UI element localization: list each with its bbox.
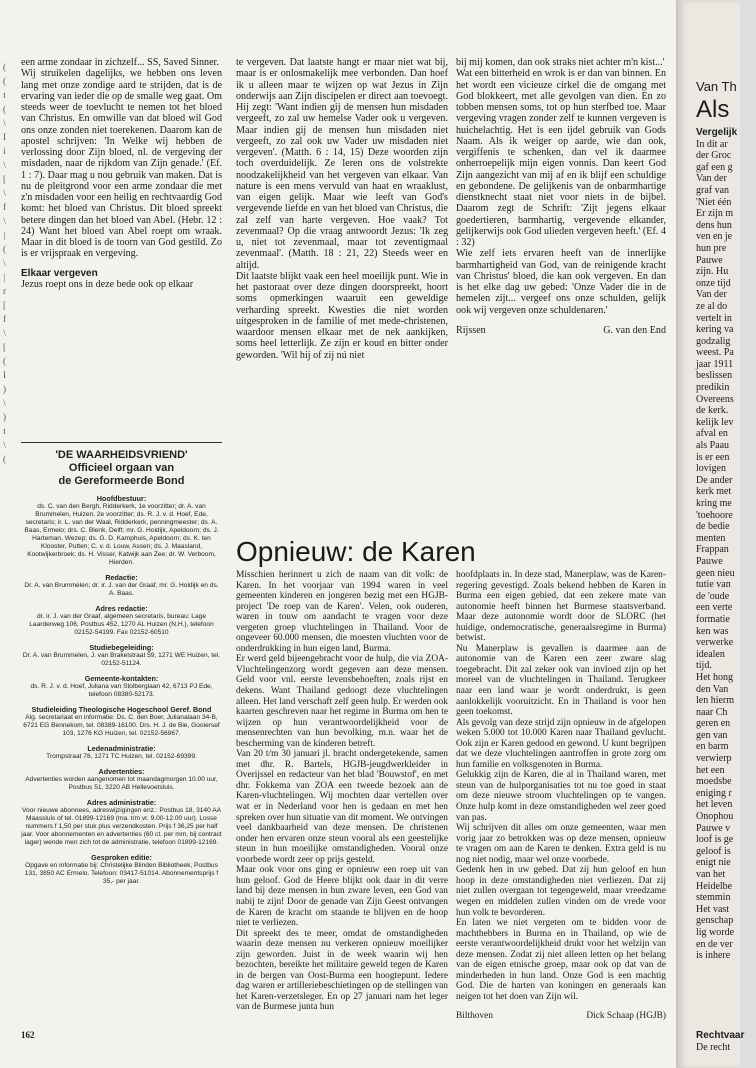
paragraph: Er werd geld bijeengebracht voor de hulp, die via ZOA-Vluchtelingenzorg wordt gegeven aan deze mensen. Geld voor vnl. eerste levensbehoeften, zoals rijst en dekens. Want Thailand gedoogt deze vluchtelingen alleen. Het land verschaft zelf geen hulp. Er werden ook kaarten geschreven naar het regime in Burma om hen te wijzen op hun verantwoordelijkheid voor de mensenrechten van hun bevolking, m.n. waar het de bescherming van de kinderen betreft. — [236, 654, 448, 749]
colophon-section — [21, 798, 222, 847]
facing-page-line: Het hong — [696, 671, 733, 683]
margin-marks: ( ( t ( \ I i \ [ \ f \ | ( \ | r [ f \ [ ( I ) \ ) t \ ( — [3, 62, 6, 464]
facing-page-line: Van der — [696, 173, 727, 185]
subhead-paragraph: Jezus roept ons in deze bede ook op elkaar — [21, 278, 194, 290]
paragraph: Gelukkig zijn de Karen, die al in Thailand waren, met steun van de hulporganisaties tot nu toe goed in staat om deze nieuwe stroom vluchtelingen op te vangen. Onze hulp komt in deze omstandigheden wel zeer goed van pas. — [456, 770, 666, 823]
facing-page-line: gen van — [696, 729, 728, 741]
colophon-heading: Studieleiding Theologische Hogeschool Geref. Bond — [31, 705, 212, 714]
paragraph: Als gevolg van deze strijd zijn opnieuw in de afgelopen weken 5.000 tot 10.000 Karen naar Thailand gevlucht. Ook zijn er Karen gedood en gewond. U kunt begrijpen dat we deze vluchtelingen aantroffen in grote zorg om hun familie en volksgenoten in Burma. — [456, 717, 666, 770]
facing-page-line: verwierp — [696, 753, 732, 765]
facing-page-line: loof is ge — [696, 834, 734, 846]
facing-page-line: predikin — [696, 382, 730, 394]
facing-page-line: is er een — [696, 451, 730, 463]
facing-page-line: kering va — [696, 324, 734, 336]
subhead-elkaar-vergeven: Elkaar vergeven — [21, 267, 98, 279]
facing-page-line: kring me — [696, 498, 732, 509]
facing-page — [676, 0, 745, 1068]
colophon-section — [21, 674, 222, 699]
facing-page-line: De ander — [696, 474, 733, 486]
paragraph: een arme zondaar in zichzelf... SS, Saved Sinner. — [21, 57, 219, 68]
article2-col2-text — [456, 570, 666, 1002]
facing-page-line: tutie van — [696, 579, 731, 591]
paragraph: bij mij komen, dan ook straks niet achter m'n kist...' — [456, 57, 665, 68]
article2-column-1 — [236, 570, 448, 1013]
article1-column-1 — [21, 57, 222, 290]
colophon-heading: Redactie: — [105, 573, 138, 582]
facing-page-line: genschap — [696, 915, 734, 927]
colophon-text: Alg. secretariaat en informatie: Ds. C. den Boer, Julianalaan 34-B, 6721 EG Bennekom, tel. 08389-16100. Drs. H. J. de Bie, Gooiersef 103, 1276 KG Huizen, tel. 02152-56967. — [23, 714, 220, 737]
facing-page-line: Vergelijk — [696, 127, 738, 138]
facing-page-line: Overeens — [696, 393, 734, 405]
colophon-section — [21, 494, 222, 567]
article1-col2-text — [236, 57, 448, 361]
facing-page-line: geen nieu — [696, 567, 735, 579]
colophon-title: 'DE WAARHEIDSVRIEND' Officieel orgaan van de Gereformeerde Bond — [55, 449, 188, 487]
colophon-rule — [21, 442, 222, 443]
facing-page-footer — [696, 1030, 744, 1054]
facing-page-line: tijd. — [696, 660, 712, 672]
paragraph: Van 20 t/m 30 januari jl. bracht ondergetekende, samen met dhr. R. Bartels, HGJB-jeugdwerkleider in Overijssel en redacteur van het blad 'Bouwstof', en met dhr. Fokkema van ZOA een tweede bezoek aan de Karen-vluchtelingen. Wij mochten daar vertellen over wat er in Nederland voor hen is gedaan en met hen spreken over hun situatie van dit moment. We ontvingen veel dankbaarheid van deze mensen. De christenen onder hen ervaren onze steun vooral als een geestelijke steun in hun moeilijke omstandigheden. Vooral onze voorbede wordt zeer op prijs gesteld. — [236, 749, 448, 865]
facing-page-line: hun pre — [696, 242, 727, 254]
facing-page-line: Onophou — [696, 811, 734, 823]
facing-page-line: graf van — [696, 184, 730, 196]
facing-page-line: de 'oude — [696, 590, 730, 602]
paragraph: Maar ook voor ons ging er opnieuw een roep uit van hun geloof. God de Heere blijkt ook daar in dit verre land bij deze mensen in hun zware leven, een God van nabij te zijn! Door de genade van Zijn Geest ontvangen de Karen de kracht om staande te blijven en de hoop niet te verliezen. — [236, 865, 448, 929]
facing-page-line: de kerk. — [696, 405, 729, 417]
colophon-heading: Ledenadministratie: — [87, 744, 156, 753]
article1-col1-text — [21, 57, 222, 260]
signature-author: G. van den End — [603, 324, 666, 336]
article1-col3-text — [456, 57, 666, 316]
facing-page-line: Frappan — [696, 544, 729, 556]
colophon-section — [21, 767, 222, 792]
facing-page-line: gaf een g — [696, 161, 733, 173]
facing-page-line: idealen — [696, 648, 725, 660]
paragraph: Gedenk hen in uw gebed. Dat zij hun geloof en hun hoop in deze omstandigheden niet verliezen. Dat zij niet zullen overgaan tot tegengeweld, maar vreedzame wegen en middelen zullen vinden om de vrede voor hun volk te bevorderen. — [456, 865, 666, 918]
paragraph: Wie zelf iets ervaren heeft van de innerlijke barmhartigheid van God, van de reinigende kracht van Christus' bloed, die kan ook vergeven. En dan is het elke dag uw gebed: 'Onze Vader die in de hemelen zijt... vergeef ons onze schulden, gelijk ook wij vergeven onze schuldenaren.' — [456, 248, 666, 316]
colophon-sections — [21, 494, 222, 886]
colophon-section — [21, 573, 222, 598]
facing-page-text — [696, 127, 756, 962]
facing-page-line: Pauwe — [696, 254, 723, 266]
facing-page-line: Van der — [696, 289, 727, 301]
colophon-text: Opgave en informatie bij: Christelijke Blinden Bibliotheek, Postbus 131, 3850 AC Ermelo. Telefoon: 03417-51014. Abonnementsprijs f 35,- per jaar. — [24, 862, 219, 885]
facing-page-line: dens hun — [696, 219, 732, 231]
facing-page-line: onze tijd — [696, 277, 731, 289]
paragraph: Nu Manerplaw is gevallen is daarmee aan de autonomie van de Karen een zeer zware slag toegebracht. Dit zal zeker ook van invloed zijn op het moreel van de vluchtelingen in Thailand. Terugkeer naar een land waar je wordt onderdrukt, is geen aanlokkelijk vooruitzicht. En in Thailand is voor hen geen toekomst. — [456, 643, 666, 718]
facing-page-line: verwerke — [696, 637, 734, 649]
facing-page-line: het leven — [696, 799, 733, 811]
facing-page-line: den Van — [696, 683, 729, 695]
facing-page-line: 'Niet één — [696, 196, 732, 208]
facing-page-line: geloof is — [696, 845, 731, 857]
signature-place: Bilthoven — [456, 1011, 493, 1022]
paragraph: Misschien herinnert u zich de naam van dit volk: de Karen. In het voorjaar van 1994 waren in veel gemeenten kinderen en jongeren bezig met een HGJB-project 'De roep van de Karen'. Velen, ook ouderen, waren in touw om aandacht te vragen voor deze vergeten groep vluchtelingen in Thailand. Voor de ongeveer 60.000 mensen, die moesten vluchten voor de onderdrukking in hun eigen land, Burma. — [236, 570, 448, 654]
colophon-text: ds. C. van den Bergh, Ridderkerk, 1e voorzitter; dr. A. van Brummelen, Huizen, 2e voorzitter; ds. R. J. v. d. Hoef, Ede, secretaris; ir. L. van der Waal, Ridderkerk, penningmeester; ds. A. Baas, Ermelo; drs. C. Blenk, Delft; mr. G. Holdijk, Apeldoorn; ds. J. Harteman, Wezep; ds. G. D. Kamphuis, Apeldoorn; ds. K. ten Klooster, Putten; C. v. d. Louw, Assen; ds. J. Maasland, Kootwijkerbroek; ds. H. Visser, Katwijk aan Zee; dr. W. Verboom, Hierden. — [24, 503, 219, 566]
facing-page-line: vertelt in — [696, 312, 732, 324]
colophon-text: Advertenties worden aangenomen tot maandagmorgen 10.00 uur, Postbus 51, 3220 AB Hellevoetsluis. — [25, 776, 218, 791]
facing-page-line: geren en — [696, 718, 731, 730]
colophon-text: Dr. A. van Brummelen, J. van Brakelstraat 59, 1271 WE Huizen, tel. 02152-51124. — [22, 652, 221, 667]
colophon-heading: Advertenties: — [98, 767, 145, 776]
facing-page-line: Er zijn m — [696, 208, 734, 220]
page-number: 162 — [21, 1030, 35, 1040]
facing-page-line: formatie — [696, 613, 730, 625]
paragraph: Dit laatste blijkt vaak een heel moeilijk punt. Wie in het pastoraat over deze dingen doorspreekt, hoort soms opmerkingen waaruit een geweldige verharding spreekt. Kwesties die niet worden uitgesproken in de familie of met mede-christenen, waardoor mensen elkaar met de nek aankijken, soms heel letterlijk. Ze zijn er koud en bitter onder geworden. 'Wil hij of zij nú niet — [236, 270, 448, 361]
facing-page-line: Pauwe v — [696, 822, 731, 834]
facing-page-line: len hierm — [696, 695, 735, 707]
facing-page-headline: Als — [696, 96, 730, 123]
colophon-section — [21, 643, 222, 668]
colophon-heading: Adres administratie: — [86, 798, 157, 807]
facing-page-line: stemmin — [696, 892, 731, 904]
colophon-section — [21, 744, 222, 761]
colophon-text: Voor nieuwe abonnees, adreswijzigingen enz.: Postbus 18, 3140 AA Maassluis of tel. 01899-12169 (ma. t/m vr. 9.00-12.00 uur). Losse nummers f 1,50 per stuk plus verzendkosten. Prijs f 36,25 per half jaar. Voor abonnementen en advertenties (60 ct. per mm, bij contract lager) wende men zich tot de administratie, telefoon 01899-12169. — [21, 807, 222, 846]
article2-signature — [456, 1011, 666, 1022]
facing-page-line: het een — [696, 764, 725, 776]
colophon-section — [21, 604, 222, 637]
colophon-heading: Hoofdbestuur: — [96, 494, 147, 503]
facing-page-line: en de ver — [696, 938, 733, 950]
facing-page-line: kelijk lev — [696, 416, 734, 428]
colophon-section — [21, 705, 222, 738]
facing-page-line: der Groc — [696, 150, 732, 162]
colophon-text: Trompstraat 78, 1271 TC Huizen, tel. 02152-69399. — [46, 753, 197, 760]
paragraph: Dit spreekt des te meer, omdat de omstandigheden waarin deze mensen nu verkeren opnieuw moeilijker zijn geworden. Juist in de week waarin wij hen bezochten, bereikte het militaire geweld tegen de Karen in de bergen van Oost-Burma een hoogtepunt. Iedere dag waren er artilleriebeschietingen op de stellingen van het Karen-verzetsleger. En op 27 januari nam het leger van de Burmese junta hun — [236, 928, 448, 1013]
facing-page-line: naar Ch — [696, 706, 728, 718]
paragraph: En laten we niet vergeten om te bidden voor de machthebbers in Burma en in Thailand, op wie de eerste verantwoordelijkheid drukt voor het welzijn van deze mensen. Zodat zij niet alleen letten op het belang van de eigen etnische groep, maar ook op dat van de minderheden in hun land. Onze God is een machtig God. Die de harten van koningen en generaals kan neigen tot het doen van Zijn wil. — [456, 918, 666, 1002]
facing-page-line: jaar 1911 — [696, 358, 734, 370]
colophon-text: ds. R. J. v. d. Hoef, Juliana van Stolberglaan 42, 6713 PJ Ede, telefoon 08380-52173. — [30, 683, 213, 698]
facing-page-line: ven en je — [696, 231, 733, 243]
facing-page-line: als Paau — [696, 440, 730, 452]
facing-page-line: kerk met — [696, 486, 732, 498]
paragraph: hoofdplaats in. In deze stad, Manerplaw, was de Karen-regering gevestigd. Zoals bekend hebben de Karen in Burma een eigen gebied, dat een zekere mate van autonomie heeft binnen het Burmese staatsverband. Maar deze autonomie wordt door de SLORC (het huidige, ondemocratische, generaalsregime in Burma) betwist. — [456, 570, 666, 644]
facing-page-line: een verte — [696, 602, 733, 614]
signature-place: Rijssen — [456, 324, 486, 336]
colophon-heading: Gemeente-kontakten: — [84, 674, 159, 683]
facing-page-line: is inhere — [696, 950, 731, 962]
facing-page-line: moedsbe — [696, 776, 732, 788]
paragraph: Wij struikelen dagelijks, we hebben ons leven lang met onze zondige aard te strijden, dat is de ervaring van ieder die op de smalle weg gaat. Om steeds weer de toevlucht te nemen tot het bloed van Christus. En omwille van dat bloed wil God ons onze zonden niet toerekenen. Daarom kan de apostel schrijven: 'In Welke wij hebben de verlossing door Zijn bloed, nl. de vergeving der misdaden, naar de rijkdom van Zijn genade.' (Ef. 1 : 7). Daar mag u nou gebruik van maken. Dat is nu de pleitgrond voor een arme zondaar die met z'n misdaden voor een heilig en rechtvaardig God komt: het bloed van Christus. Dit bloed spreekt betere dingen dan het bloed van Abel. (Hebr. 12 : 24) Want het bloed van Abel roept om wraak. Maar in dit bloed is de toorn van God gestild. Zo is er vrijspraak en vergeving. — [21, 68, 222, 260]
facing-page-line: Heidelbe — [696, 880, 733, 892]
facing-page-line: Het vast — [696, 903, 730, 915]
signature-author: Dick Schaap (HGJB) — [586, 1011, 666, 1022]
article2-col1-text — [236, 570, 448, 1013]
facing-page-line: ze al do — [696, 300, 728, 312]
facing-page-line: Pauwe — [696, 555, 723, 567]
colophon-box — [21, 442, 222, 1058]
facing-page-line: beslissen — [696, 370, 733, 382]
facing-page-line: de bedie — [696, 521, 730, 533]
article1-signature — [456, 325, 666, 336]
article1-column-3 — [456, 57, 666, 336]
facing-page-line: zijn. Hu — [696, 266, 729, 278]
headline-karen: Opnieuw: de Karen — [236, 536, 476, 567]
facing-page-subhead: Rechtvaar — [696, 1030, 745, 1041]
facing-page-line: In dit ar — [696, 138, 728, 150]
facing-page-foot-line: De recht — [696, 1042, 731, 1053]
facing-page-line: godzalig — [696, 335, 731, 347]
colophon-heading: Adres redactie: — [95, 604, 148, 613]
facing-page-line: van het — [696, 869, 726, 880]
colophon-text: dr. ir. J. van der Graaf, algemeen secretaris, bureau: Lage Laarderweg 106, Postbus 452, 1270 AL Huizen (N.H.), telefoon 02152-54199. Fax 02152-60510 — [29, 613, 214, 636]
facing-page-line: lovigen — [696, 463, 726, 475]
facing-page-header: Van Th — [696, 79, 737, 94]
article2-column-2 — [456, 570, 666, 1022]
facing-page-line: lig worde — [696, 926, 735, 938]
facing-page-line: enigt nie — [696, 857, 731, 869]
facing-page-line: menten — [696, 532, 726, 544]
facing-page-line: afval en — [696, 428, 728, 440]
facing-page-line: 'toehoore — [696, 509, 733, 521]
facing-page-line: eniging r — [696, 787, 732, 799]
paragraph: te vergeven. Dat laatste hangt er maar niet wat bij, maar is er onlosmakelijk mee verbonden. Dan hoef ik u alleen maar te wijzen op wat Jezus in Zijn onderwijs aan Zijn discipelen er direct aan toevoegt. Hij zegt: 'Want indien gij de mensen hun misdaden vergeeft, zo zal uw hemelse Vader ook u vergeven. Maar indien gij de mensen hun misdaden niet vergeeft, zo zal ook uw Vader uw misdaden niet vergeven'. (Matth. 6 : 14, 15) Deze woorden zijn toch overduidelijk. Ze leren ons de volstrekte noodzakelijkheid van het vergeven van elkaar. Van nature is een mens vervuld van haat en wraaklust, van eigen gelijk. Maar wie leeft van God's vergevende liefde en van het bloed van Christus, die zal zelf van harte vergeven. Hoe vaak? Tot zevenmaal? Op die vraag antwoordt Jezus: 'Ik zeg u, niet tot zevenmaal, maar tot zeventigmaal zevenmaal'. (Matth. 18 : 21, 22) Steeds weer en altijd. — [236, 57, 448, 271]
colophon-heading: Studiebegeleiding: — [89, 643, 154, 652]
paragraph: Wij schrijven dit alles om onze gemeenten, waar men vorig jaar zo betrokken was op deze mensen, opnieuw te vragen om aan de Karen te denken. Extra geld is nu nog niet nodig, maar wel onze voorbede. — [456, 823, 666, 865]
colophon-section — [21, 853, 222, 886]
colophon-text: Dr. A. van Brummelen; dr. ir. J. van der Graaf, mr. G. Holdijk en ds. A. Baas. — [24, 582, 219, 597]
facing-page-line: en barm — [696, 741, 729, 753]
article1-column-2 — [236, 57, 448, 361]
paragraph: Wat een bitterheid en wrok is er dan van binnen. En het wordt een vicieuze cirkel die de omgang met God blokkeert, met alle gevolgen van dien. En zo tobben mensen soms, tot op hun sterfbed toe. Maar vergeving vragen zonder zelf te kunnen vergeven is huichelachtig. Het is een ijdel gebruik van Gods Naam. Als ik weiger op aarde, wie dan ook, vergiffenis te schenken, dan vel ik daarmee onherroepelijk mijn eigen vonnis. Dan keert God Zijn aangezicht van mij af en ik blijf een schuldige en gebondene. De gelijkenis van de onbarmhartige dienstknecht staat niet voor niets in de bijbel. Daarom zegt de Schrift: 'Zijt jegens elkaar goedertieren, barmhartig, vergevende elkander, gelijkerwijs ook God ulieden vergeven heeft.' (Ef. 4 : 32) — [456, 68, 666, 248]
colophon-heading: Gesproken editie: — [91, 853, 152, 862]
facing-page-line: ken was — [696, 625, 729, 637]
facing-page-line: weest. Pa — [696, 347, 734, 359]
